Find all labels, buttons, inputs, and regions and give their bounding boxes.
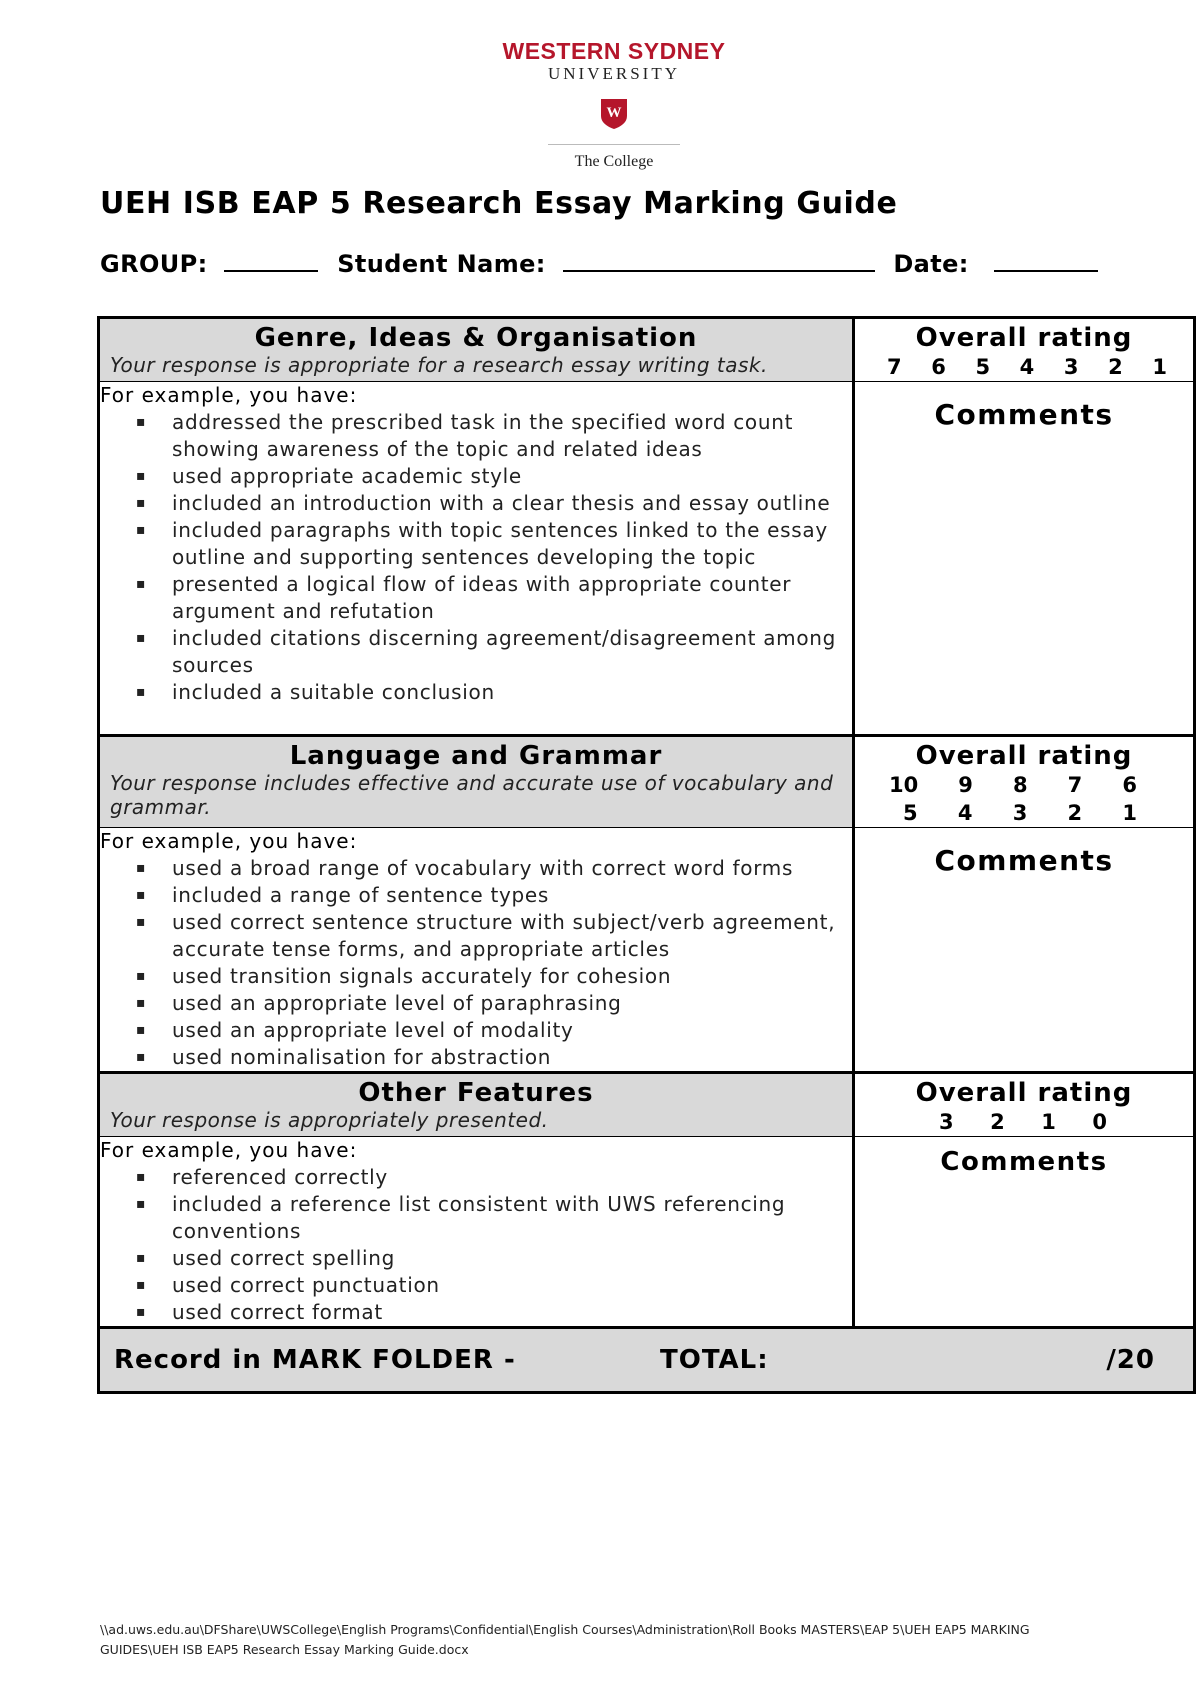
rating-option[interactable]: 4 [957,801,973,825]
list-item: ▪ included an introduction with a clear thesis and essay outline [100,490,852,517]
list-item: ▪ included a suitable conclusion [100,679,852,706]
list-item: ▪ addressed the prescribed task in the specified word count showing awareness of the topic and related ideas [100,409,852,463]
marking-table [97,316,1196,1394]
group-input[interactable] [224,248,318,272]
overall-rating-label: Overall rating [915,741,1133,771]
rating-option[interactable]: 2 [990,1110,1005,1134]
total-label: TOTAL: [660,1345,769,1375]
list-item: ▪ included a reference list consistent with UWS referencing conventions [100,1191,852,1245]
record-label: Record in MARK FOLDER - [114,1345,516,1375]
rating-option[interactable]: 10 [889,773,919,797]
rating-scale [855,1108,1193,1136]
list-item: ▪ used correct sentence structure with subject/verb agreement, accurate tense forms, and appropriate articles [100,909,852,963]
criteria-list [100,1164,852,1326]
footer-line: GUIDES\UEH ISB EAP5 Research Essay Marking Guide.docx [100,1642,469,1657]
section-title: Language and Grammar [289,741,663,771]
rating-option[interactable]: 5 [975,355,991,379]
student-name-label: Student Name: [337,250,546,278]
group-label: GROUP: [100,250,208,278]
section-subtitle: Your response is appropriately presented. [110,1108,549,1132]
list-item: ▪ used an appropriate level of modality [100,1017,852,1044]
total-row [99,1328,1195,1393]
rating-option[interactable]: 1 [1122,801,1137,825]
list-item: ▪ used nominalisation for abstraction [100,1044,852,1071]
list-item: ▪ used an appropriate level of paraphrasing [100,990,852,1017]
date-label: Date: [893,250,969,278]
rating-option[interactable]: 7 [887,355,902,379]
section-header [99,318,1195,382]
list-item: ▪ used transition signals accurately for cohesion [100,963,852,990]
rating-option[interactable]: 2 [1067,801,1083,825]
rating-option[interactable]: 8 [1012,773,1028,797]
rating-option[interactable]: 4 [1019,355,1035,379]
student-name-input[interactable] [563,248,875,272]
list-item: ▪ included paragraphs with topic sentences linked to the essay outline and supporting sentences developing the topic [100,517,852,571]
shield-icon [600,98,628,130]
shield-letter: W [606,105,622,121]
section-body [99,382,1195,736]
rating-option[interactable]: 5 [903,801,918,825]
list-item: ▪ included a range of sentence types [100,882,852,909]
section-body [99,828,1195,1073]
rating-option[interactable]: 9 [958,773,973,797]
section-subtitle: Your response is appropriate for a research essay writing task. [110,353,768,377]
list-item: ▪ used correct spelling [100,1245,852,1272]
student-fields [100,248,1098,278]
section-header [99,1073,1195,1137]
rating-scale [855,771,1193,799]
rating-scale [855,799,1193,827]
logo-university: UNIVERSITY [548,64,680,83]
section-body [99,1137,1195,1328]
example-label: For example, you have: [100,383,358,407]
logo-college: The College [574,153,654,170]
list-item: ▪ used a broad range of vocabulary with correct word forms [100,855,852,882]
comments-label: Comments [934,398,1114,431]
section-title: Genre, Ideas & Organisation [254,323,698,353]
rating-option[interactable]: 3 [939,1110,954,1134]
list-item: ▪ presented a logical flow of ideas with appropriate counter argument and refutation [100,571,852,625]
list-item: ▪ used appropriate academic style [100,463,852,490]
section-subtitle: Your response includes effective and accurate use of vocabulary and grammar. [110,771,834,819]
list-item: ▪ used correct punctuation [100,1272,852,1299]
example-label: For example, you have: [100,829,358,853]
rating-option[interactable]: 7 [1067,773,1083,797]
comments-label: Comments [940,1147,1108,1177]
list-item: ▪ referenced correctly [100,1164,852,1191]
total-score[interactable]: /20 [1106,1345,1155,1375]
page-title: UEH ISB EAP 5 Research Essay Marking Guide [100,186,898,221]
university-logo [0,38,1200,171]
footer-line: \\ad.uws.edu.au\DFShare\UWSCollege\English Programs\Confidential\English Courses\Administration\Roll Books MASTERS\EAP 5\UEH EAP5 MARKING [100,1622,1030,1637]
criteria-list [100,409,852,706]
comments-box[interactable] [854,1137,1195,1328]
rating-option[interactable]: 6 [931,355,946,379]
section-header [99,736,1195,828]
logo-divider [548,144,680,145]
logo-wordmark: WESTERN SYDNEY [502,38,726,64]
rating-option[interactable]: 1 [1152,355,1167,379]
list-item: ▪ used correct format [100,1299,852,1326]
rating-option[interactable]: 3 [1012,801,1028,825]
section-title: Other Features [358,1078,594,1108]
rating-option[interactable]: 1 [1041,1110,1056,1134]
example-label: For example, you have: [100,1138,358,1162]
rating-option[interactable]: 6 [1122,773,1137,797]
rating-scale [855,353,1193,381]
criteria-list [100,855,852,1071]
rating-option[interactable]: 0 [1092,1110,1107,1134]
file-path-footer [100,1620,1030,1660]
overall-rating-label: Overall rating [915,323,1133,353]
list-item: ▪ included citations discerning agreement/disagreement among sources [100,625,852,679]
comments-label: Comments [934,844,1114,877]
comments-box[interactable] [854,828,1195,1073]
overall-rating-label: Overall rating [915,1078,1133,1108]
comments-box[interactable] [854,382,1195,736]
rating-option[interactable]: 3 [1063,355,1079,379]
date-input[interactable] [994,248,1098,272]
rating-option[interactable]: 2 [1108,355,1123,379]
